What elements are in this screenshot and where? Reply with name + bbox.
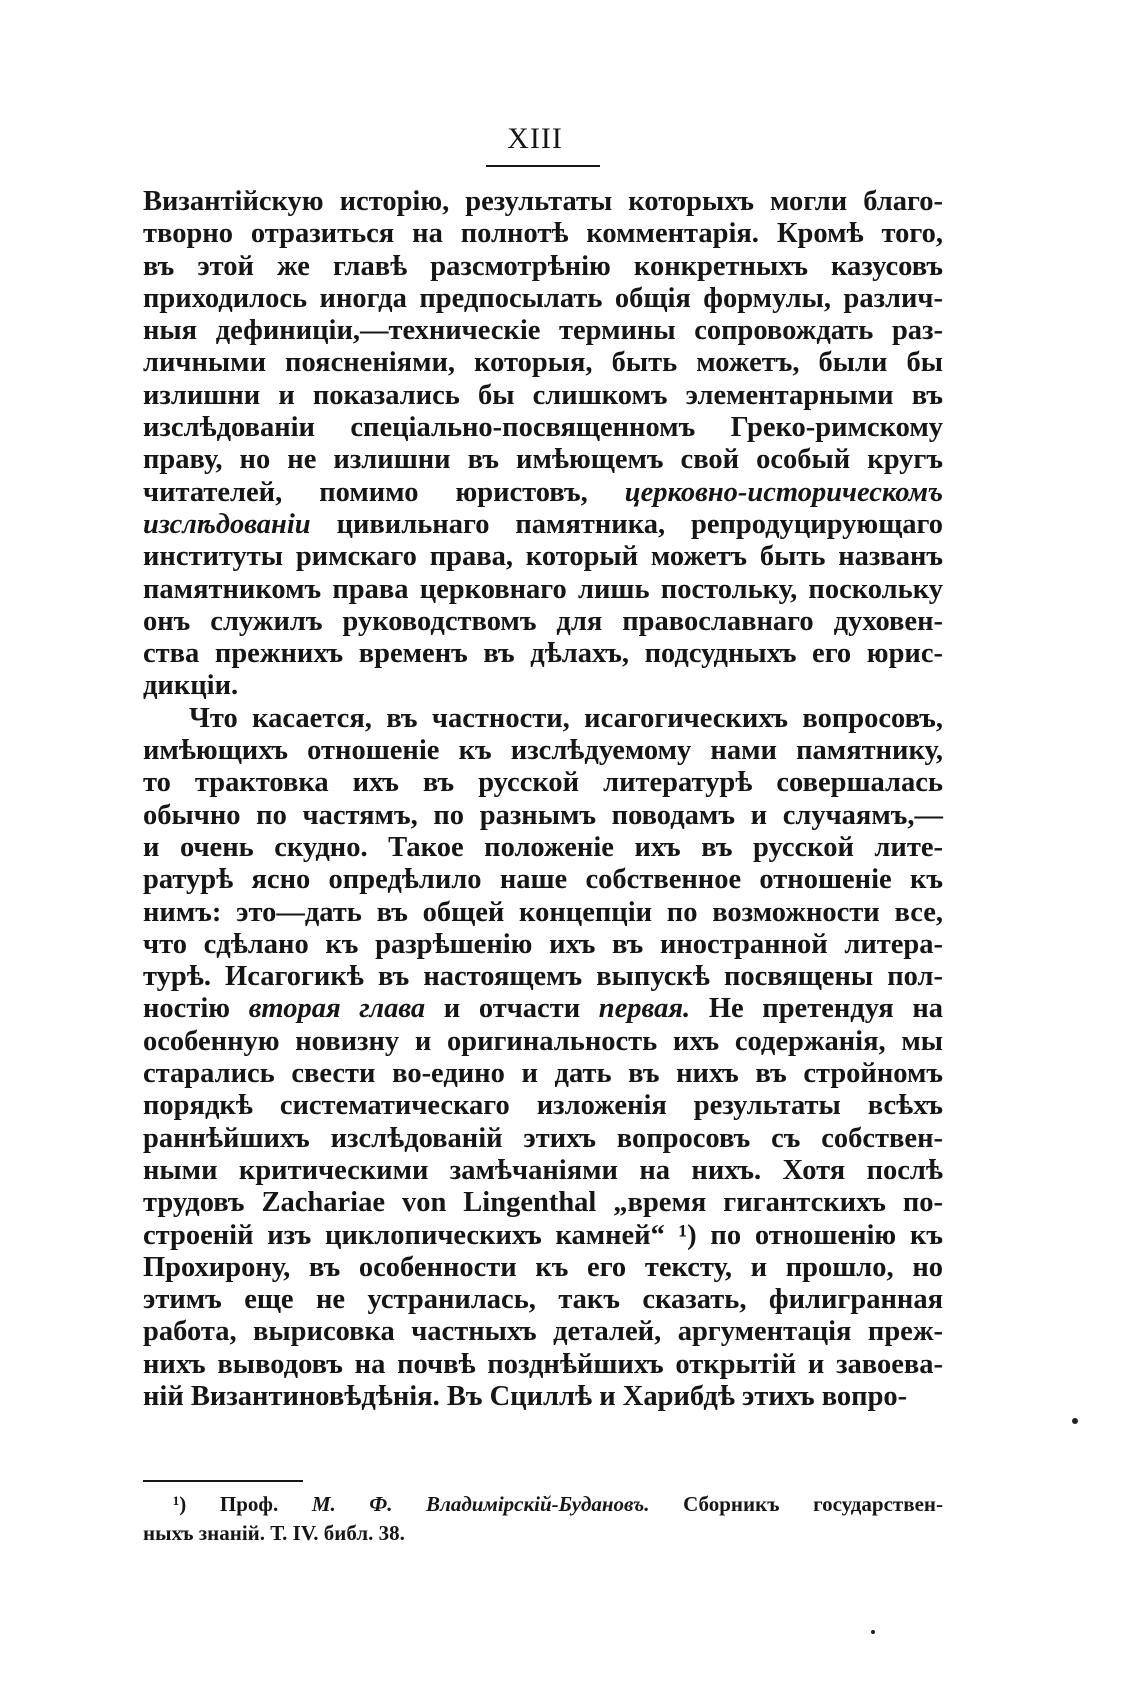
text-line [143,1349,943,1381]
page-number-rule [486,165,600,167]
text-run: ¹) Проф. [173,1492,312,1516]
text-run: приходилось иногда предпосылать общія формулы, различ- [143,282,943,314]
text-line [143,1316,943,1348]
text-run: Что касается, въ частности, исагогическихъ вопросовъ, [189,702,943,734]
text-run: онъ служилъ руководствомъ для православнаго духовен- [143,605,943,637]
text-line [143,347,943,379]
text-run: особенную новизну и оригинальность ихъ содержанія, мы [143,1025,943,1057]
text-line [143,1220,943,1252]
text-line [143,1123,943,1155]
text-line [143,1381,943,1413]
text-run: читателей, помимо юристовъ, [143,476,625,508]
text-run: работа, вырисовка частныхъ деталей, аргументація преж- [143,1316,943,1348]
text-run: то трактовка ихъ въ русской литературѣ совершалась [143,767,943,799]
text-line [143,1090,943,1122]
text-line [143,315,943,347]
text-line [143,1187,943,1219]
text-line [143,993,943,1025]
italic-text: М. Ф. Владимірскій-Будановъ. [311,1492,650,1516]
text-line [143,832,943,864]
footnote-rule [143,1480,303,1482]
text-line [143,800,943,832]
text-run: трудовъ Zachariae von Lingenthal „время гигантскихъ по- [143,1187,943,1219]
text-run: Не претендуя на [690,993,943,1025]
text-run: нимъ: это—дать въ общей концепціи по возможности все, [143,896,943,928]
text-line [143,574,943,606]
text-line [143,1058,943,1090]
text-run: ныя дефиниціи,—техническіе термины сопровождать раз- [143,315,943,347]
italic-text: первая. [598,993,691,1025]
text-line [143,1026,943,1058]
print-speck [1072,1418,1078,1424]
text-line [143,218,943,250]
text-run: обычно по частямъ, по разнымъ поводамъ и случаямъ,— [143,799,943,831]
text-line [143,541,943,573]
paragraph-isagogics [143,703,943,1414]
text-line [143,961,943,993]
text-line [143,670,943,702]
text-line [143,1284,943,1316]
text-line [143,703,943,735]
text-line [143,283,943,315]
text-line [143,412,943,444]
text-run: ній Византиновѣдѣнія. Въ Сциллѣ и Харибдѣ этихъ вопро- [143,1380,908,1412]
text-line [143,735,943,767]
text-run: памятникомъ права церковнаго лишь постольку, поскольку [143,573,943,605]
text-line [143,897,943,929]
text-run: Прохирону, въ особенности къ его тексту, и прошло, но [143,1251,943,1283]
body-text [143,186,943,1413]
text-run: въ этой же главѣ разсмотрѣнію конкретныхъ казусовъ [143,250,943,282]
text-run: ностію [143,993,249,1025]
text-line [143,1252,943,1284]
text-run: Сборникъ государствен- [649,1492,944,1516]
italic-text: церковно-историческомъ [624,476,943,508]
text-run: строеній изъ циклопическихъ камней“ ¹) по отношенію къ [143,1219,943,1251]
text-run: личными поясненіями, которыя, быть можетъ, были бы [143,347,943,379]
text-run: раннѣйшихъ изслѣдованій этихъ вопросовъ съ собствен- [143,1122,943,1154]
text-run: институты римскаго права, который можетъ быть названъ [143,541,943,573]
text-run: творно отразиться на полнотѣ комментарія. Кромѣ того, [143,218,943,250]
text-run: и отчасти [425,993,599,1025]
text-run: порядкѣ систематическаго изложенія результаты всѣхъ [143,1090,943,1122]
text-line [143,509,943,541]
text-line [143,251,943,283]
text-run: ства прежнихъ временъ въ дѣлахъ, подсудныхъ его юрис- [143,638,943,670]
text-run: турѣ. Исагогикѣ въ настоящемъ выпускѣ посвящены пол- [143,961,943,993]
text-line [143,186,943,218]
text-run: что сдѣлано къ разрѣшенію ихъ въ иностранной литера- [143,928,943,960]
text-line [143,638,943,670]
text-run: ными критическими замѣчаніями на нихъ. Хотя послѣ [143,1154,943,1186]
text-run: цивильнаго памятника, репродуцирующаго [310,508,943,540]
text-line [143,864,943,896]
text-line [143,477,943,509]
text-line [143,444,943,476]
text-run: ратурѣ ясно опредѣлило наше собственное отношеніе къ [143,864,943,896]
text-run: излишни и показались бы слишкомъ элементарными въ [143,379,943,411]
text-line [143,767,943,799]
text-line [143,380,943,412]
text-run: старались свести во-едино и дать въ нихъ въ стройномъ [143,1058,943,1090]
text-line [143,1519,943,1548]
text-run: Византійскую исторію, результаты которыхъ могли благо- [143,186,943,217]
footnote [143,1490,943,1548]
text-line [143,606,943,638]
text-line [143,1490,943,1519]
text-run: нихъ выводовъ на почвѣ позднѣйшихъ открытій и завоева- [143,1348,943,1380]
text-line [143,929,943,961]
text-run: имѣющихъ отношеніе къ изслѣдуемому нами памятнику, [143,735,943,767]
text-line [143,1155,943,1187]
text-run: этимъ еще не устранилась, такъ сказать, филигранная [143,1284,943,1316]
text-run: праву, но не излишни въ имѣющемъ свой особый кругъ [143,444,943,476]
text-run: и очень скудно. Такое положеніе ихъ въ русской лите- [143,831,943,863]
print-speck [871,1630,875,1634]
italic-text: изслѣдованіи [143,508,311,540]
paragraph-continued [143,186,943,703]
italic-text: вторая глава [248,993,426,1025]
page-number: XIII [507,122,563,155]
text-run: дикціи. [143,670,239,702]
text-run: изслѣдованіи спеціально-посвященномъ Греко-римскому [143,412,943,444]
text-run: ныхъ знаній. Т. IV. библ. 38. [143,1521,405,1545]
